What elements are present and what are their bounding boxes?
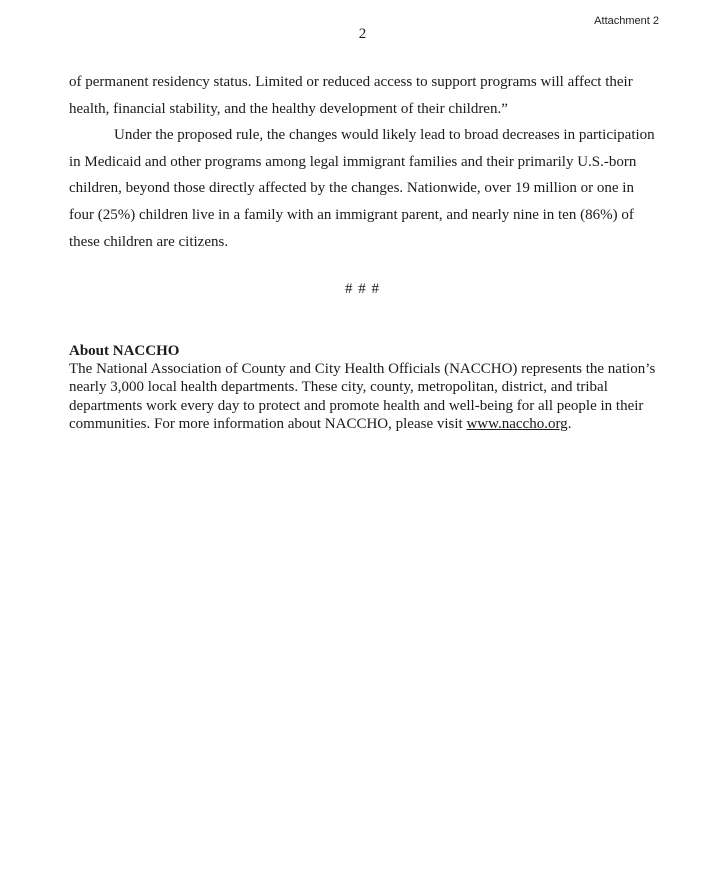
about-heading: About NACCHO bbox=[69, 343, 180, 359]
naccho-website-link[interactable]: www.naccho.org bbox=[466, 415, 568, 432]
page-number: 2 bbox=[358, 26, 367, 42]
about-section bbox=[69, 342, 667, 433]
body-text bbox=[69, 69, 661, 255]
paragraph-continuation: of permanent residency status. Limited or reduced access to support programs will affect their health, financial stability, and the healthy development of their children.” bbox=[69, 74, 633, 117]
attachment-label: Attachment 2 bbox=[594, 15, 659, 27]
paragraph-proposed-rule: Under the proposed rule, the changes would likely lead to broad decreases in participation in Medicaid and other programs among legal immigrant families and their primarily U.S.-born children, beyond those directly affected by the changes. Nationwide, over 19 million or one in four (25%) children live in a family with an immigrant parent, and nearly nine in ten (86%) of these children are citizens. bbox=[69, 127, 655, 250]
about-paragraph bbox=[69, 360, 667, 433]
end-of-release-marker: # # # bbox=[345, 281, 380, 297]
about-text-after-link: . bbox=[567, 415, 572, 432]
about-text-before-link: The National Association of County and City Health Officials (NACCHO) represents the nation’s nearly 3,000 local health departments. These city, county, metropolitan, district, and tribal departments work every day to protect and promote health and well-being for all people in their communities. For more information about NACCHO, please visit bbox=[69, 361, 656, 432]
